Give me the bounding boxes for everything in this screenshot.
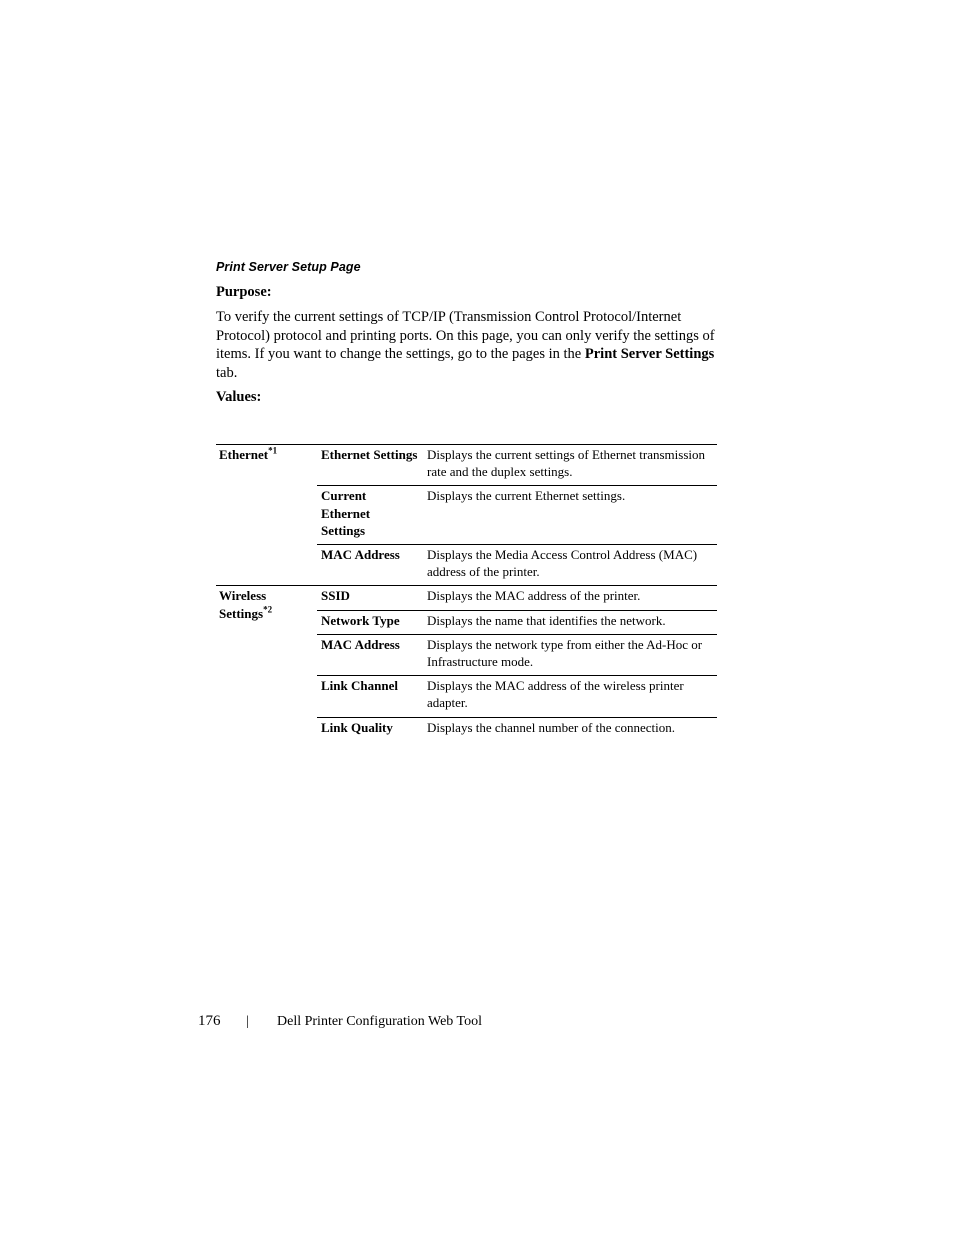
values-table xyxy=(216,444,717,741)
footnote-marker: *1 xyxy=(268,445,278,456)
purpose-text: To verify the current settings of TCP/IP (Transmission Control Protocol/Internet Protocol) protocol and printing ports. On this page, you can only verify the settings of items. If you want to change the settings, go to the pages in the xyxy=(216,309,715,363)
table-row xyxy=(317,717,717,741)
setting-description: Displays the current settings of Ethernet transmission rate and the duplex settings. xyxy=(427,447,706,480)
section-title: Print Server Setup Page xyxy=(216,260,361,274)
table-row xyxy=(317,485,717,544)
purpose-paragraph xyxy=(216,308,716,382)
setting-name: Link Channel xyxy=(321,678,398,694)
footer-title: Dell Printer Configuration Web Tool xyxy=(277,1014,483,1029)
setting-name: SSID xyxy=(321,588,350,604)
values-label: Values: xyxy=(216,389,262,405)
setting-name: Ethernet Settings xyxy=(321,447,418,462)
setting-description: Displays the Media Access Control Address (MAC) address of the printer. xyxy=(427,547,698,580)
footnote-marker: *2 xyxy=(263,604,273,615)
table-row xyxy=(317,634,717,675)
setting-description: Displays the channel number of the connection. xyxy=(427,719,676,735)
setting-name: Link Quality xyxy=(321,719,393,735)
table-row xyxy=(317,586,717,609)
table-row xyxy=(317,675,717,716)
purpose-tab-name: Print Server Settings xyxy=(584,346,715,363)
purpose-label: Purpose: xyxy=(216,284,272,300)
setting-name: Network Type xyxy=(321,612,400,628)
footer-separator: | xyxy=(246,1014,249,1029)
purpose-text-end: tab. xyxy=(216,364,238,381)
setting-name xyxy=(317,486,422,544)
group-name-text: Ethernet xyxy=(219,447,269,462)
table-group-ethernet xyxy=(216,444,717,585)
group-name xyxy=(219,446,314,463)
page-number: 176 xyxy=(198,1013,221,1029)
setting-description: Displays the name that identifies the network. xyxy=(427,612,666,628)
table-row xyxy=(317,544,717,585)
setting-description: Displays the network type from either the Ad-Hoc or Infrastructure mode. xyxy=(427,636,703,670)
table-row xyxy=(317,610,717,634)
setting-description: Displays the current Ethernet settings. xyxy=(427,488,626,504)
table-group-wireless xyxy=(216,585,717,740)
setting-name-text: Current Ethernet Settings xyxy=(321,488,371,538)
setting-description: Displays the MAC address of the wireless printer adapter. xyxy=(427,678,684,711)
table-row xyxy=(317,445,717,485)
group-name-text: Wireless Settings xyxy=(219,588,267,621)
setting-name: MAC Address xyxy=(321,636,400,652)
group-name xyxy=(219,587,281,621)
setting-description: Displays the MAC address of the printer. xyxy=(427,588,641,604)
setting-name: MAC Address xyxy=(321,547,400,563)
